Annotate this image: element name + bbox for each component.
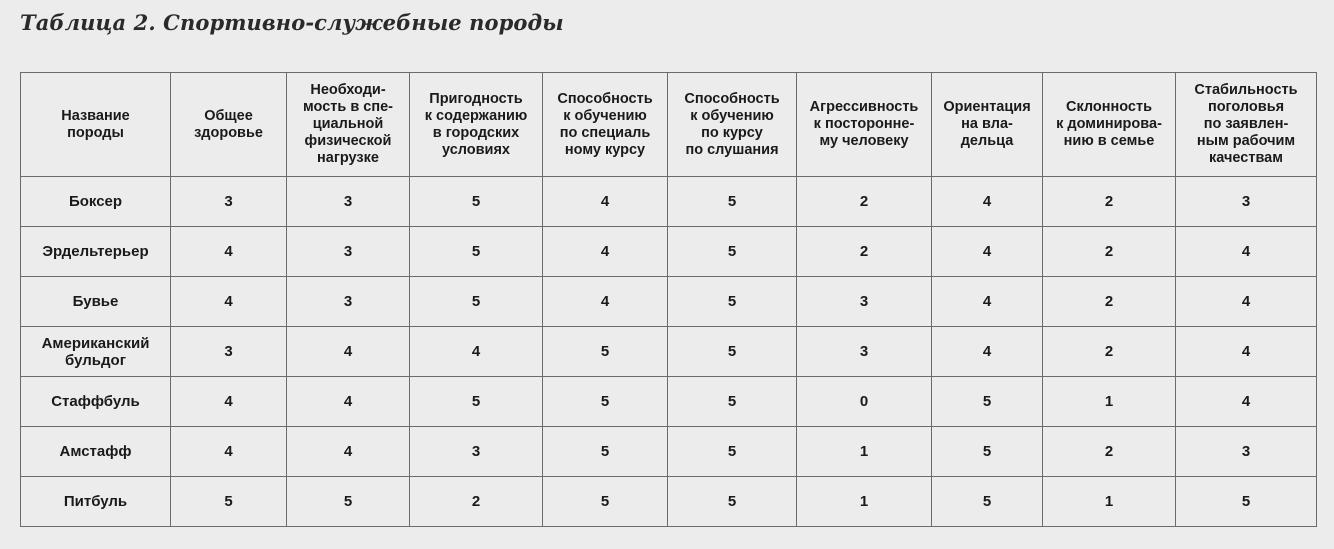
table-cell: 4: [1176, 277, 1317, 327]
table-cell: 3: [171, 177, 287, 227]
table-cell: 4: [171, 277, 287, 327]
table-cell: 5: [932, 477, 1043, 527]
table-cell: 3: [287, 227, 410, 277]
table-cell: 3: [287, 177, 410, 227]
header-aggression-to-strangers: Агрессивность к посторонне- му человеку: [797, 73, 932, 177]
table-cell: 5: [171, 477, 287, 527]
header-city-suitability: Пригодность к содержанию в городских условиях: [410, 73, 543, 177]
table-cell: 4: [287, 377, 410, 427]
table-row: [21, 377, 1317, 427]
table-cell: 5: [543, 327, 668, 377]
table-cell: 4: [543, 277, 668, 327]
table-cell: 2: [797, 227, 932, 277]
table-cell: 3: [797, 327, 932, 377]
table-cell: 4: [287, 427, 410, 477]
table-cell: 4: [1176, 327, 1317, 377]
table-cell: 4: [932, 227, 1043, 277]
table-cell: 5: [668, 477, 797, 527]
table-row: [21, 177, 1317, 227]
table-cell: 5: [410, 177, 543, 227]
table-cell: 4: [1176, 377, 1317, 427]
table-cell: 2: [410, 477, 543, 527]
breed-name-cell: Питбуль: [21, 477, 171, 527]
table-cell: 1: [1043, 477, 1176, 527]
table-cell: 4: [287, 327, 410, 377]
table-cell: 4: [1176, 227, 1317, 277]
table-cell: 3: [1176, 427, 1317, 477]
table-cell: 4: [171, 227, 287, 277]
breed-name-cell: Амстафф: [21, 427, 171, 477]
table-cell: 5: [410, 277, 543, 327]
table-row: [21, 277, 1317, 327]
table-cell: 4: [410, 327, 543, 377]
breeds-table: [20, 72, 1317, 527]
table-cell: 2: [1043, 427, 1176, 477]
table-cell: 5: [287, 477, 410, 527]
table-row: [21, 477, 1317, 527]
table-cell: 5: [543, 477, 668, 527]
table-cell: 2: [1043, 277, 1176, 327]
table-cell: 5: [410, 227, 543, 277]
breed-name-cell: Американский бульдог: [21, 327, 171, 377]
table-row: [21, 427, 1317, 477]
header-family-dominance: Склонность к доминирова- нию в семье: [1043, 73, 1176, 177]
table-cell: 5: [668, 227, 797, 277]
table-cell: 4: [171, 427, 287, 477]
table-cell: 2: [1043, 327, 1176, 377]
table-caption: Таблица 2. Спортивно-служебные породы: [20, 10, 564, 35]
table-cell: 1: [1043, 377, 1176, 427]
header-owner-orientation: Ориентация на вла- дельца: [932, 73, 1043, 177]
table-cell: 4: [171, 377, 287, 427]
table-cell: 5: [543, 427, 668, 477]
table-cell: 4: [543, 227, 668, 277]
table-row: [21, 327, 1317, 377]
header-physical-load-need: Необходи- мость в спе- циальной физической нагрузке: [287, 73, 410, 177]
table-cell: 2: [1043, 177, 1176, 227]
header-row: [21, 73, 1317, 177]
table-cell: 5: [410, 377, 543, 427]
table-cell: 4: [932, 327, 1043, 377]
table-cell: 5: [932, 427, 1043, 477]
breed-name-cell: Боксер: [21, 177, 171, 227]
table-cell: 5: [668, 177, 797, 227]
table-cell: 5: [668, 377, 797, 427]
table-cell: 4: [543, 177, 668, 227]
header-special-course-trainability: Способность к обучению по специаль ному курсу: [543, 73, 668, 177]
breed-name-cell: Эрдельтерьер: [21, 227, 171, 277]
header-working-stability: Стабильность поголовья по заявлен- ным рабочим качествам: [1176, 73, 1317, 177]
table-cell: 5: [1176, 477, 1317, 527]
table-cell: 1: [797, 477, 932, 527]
table-cell: 3: [410, 427, 543, 477]
table-cell: 5: [668, 427, 797, 477]
table-cell: 5: [932, 377, 1043, 427]
breed-name-cell: Стаффбуль: [21, 377, 171, 427]
table-cell: 5: [668, 277, 797, 327]
table-cell: 2: [797, 177, 932, 227]
table-cell: 2: [1043, 227, 1176, 277]
table-cell: 3: [1176, 177, 1317, 227]
table-cell: 4: [932, 277, 1043, 327]
table-cell: 0: [797, 377, 932, 427]
table-cell: 4: [932, 177, 1043, 227]
table-row: [21, 227, 1317, 277]
header-obedience-course-trainability: Способность к обучению по курсу по слушания: [668, 73, 797, 177]
table-cell: 3: [287, 277, 410, 327]
header-breed-name: Название породы: [21, 73, 171, 177]
breed-name-cell: Бувье: [21, 277, 171, 327]
breeds-table-container: [20, 72, 1316, 527]
table-cell: 3: [171, 327, 287, 377]
table-cell: 3: [797, 277, 932, 327]
table-cell: 5: [543, 377, 668, 427]
header-general-health: Общее здоровье: [171, 73, 287, 177]
table-cell: 5: [668, 327, 797, 377]
table-cell: 1: [797, 427, 932, 477]
